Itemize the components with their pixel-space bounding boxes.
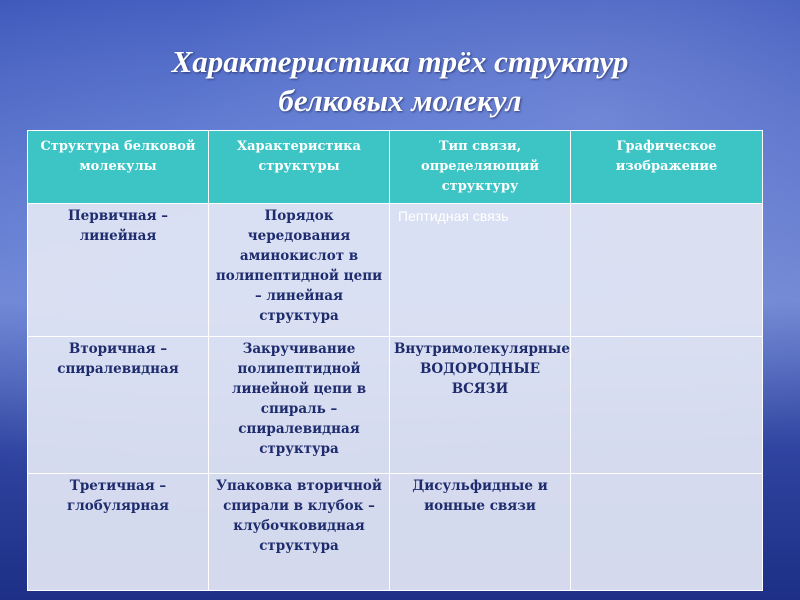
table-row (28, 337, 763, 474)
cell-graphic (571, 474, 763, 591)
table-header-row (28, 131, 763, 204)
cell-graphic (571, 337, 763, 474)
cell-characteristic: Упаковка вторичной спирали в клубок – клубочковидная структура (209, 474, 390, 591)
cell-graphic (571, 204, 763, 337)
slide-title-line-2: белковых молекул (278, 83, 522, 118)
slide-title (0, 42, 800, 120)
cell-structure: Первичная – линейная (28, 204, 209, 337)
cell-bond-type: Внутримолекулярные ВОДОРОДНЫЕ ВСЯЗИ (390, 337, 571, 474)
cell-characteristic: Порядок чередования аминокислот в полипептидной цепи – линейная структура (209, 204, 390, 337)
protein-structures-table (27, 130, 763, 591)
cell-bond-type: Пептидная связь (390, 204, 571, 337)
cell-structure: Вторичная – спиралевидная (28, 337, 209, 474)
slide-title-line-1: Характеристика трёх структур (171, 44, 629, 79)
table-row (28, 204, 763, 337)
header-graphic: Графическое изображение (571, 131, 763, 204)
cell-characteristic: Закручивание полипептидной линейной цепи в спираль – спиралевидная структура (209, 337, 390, 474)
cell-bond-type: Дисульфидные и ионные связи (390, 474, 571, 591)
cell-structure: Третичная – глобулярная (28, 474, 209, 591)
header-characteristic: Характеристика структуры (209, 131, 390, 204)
header-bond-type: Тип связи, определяющий структуру (390, 131, 571, 204)
header-structure: Структура белковой молекулы (28, 131, 209, 204)
table-row (28, 474, 763, 591)
